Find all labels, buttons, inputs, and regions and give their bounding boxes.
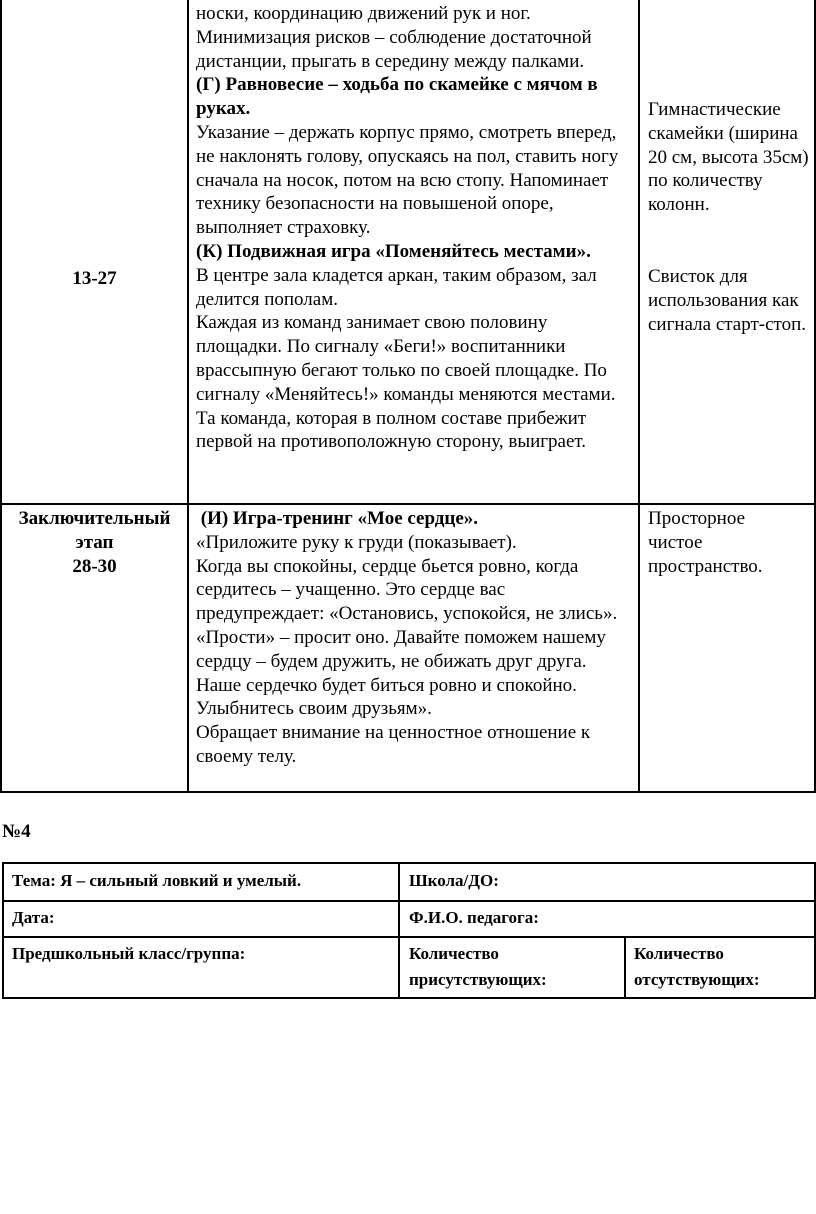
content-paragraph: Указание – держать корпус прямо, смотреть вперед, не наклонять голову, опускаясь на пол, ставить ногу сначала на носок, потом на всю стопу. Напоминает технику безопасности на повышеной опоре, выполняет страховку. <box>196 121 619 239</box>
table-border-left <box>0 0 2 793</box>
info-border-row1 <box>2 900 816 902</box>
content-paragraph: Минимизация рисков – соблюдение достаточной дистанции, прыгать в середину между палками. <box>196 26 592 72</box>
content-paragraph: Когда вы спокойны, сердце бьется ровно, когда сердитесь – учащенно. Это сердце вас предупреждает: «Остановись, успокойся, не злись». «Прости» – просит оно. Давайте поможем нашему сердцу – будем дружить, не обижать друг друга. Наше сердечко будет биться ровно и спокойно. Улыбнитесь своим друзьям». <box>196 555 618 720</box>
table-row-divider <box>0 503 816 505</box>
stage-range: 28-30 <box>72 555 117 577</box>
present-count-field: Количество присутствующих: <box>409 944 547 989</box>
teacher-field: Ф.И.О. педагога: <box>409 908 539 927</box>
content-cell-main <box>196 2 634 454</box>
info-border-row2 <box>2 936 816 938</box>
equipment-cell-main <box>648 98 812 336</box>
exercise-heading-balance: (Г) Равновесие – ходьба по скамейке с мячом в руках. <box>196 74 598 120</box>
content-cell-final <box>196 507 634 769</box>
table-border-col1 <box>187 0 189 793</box>
equipment-whistle: Свисток для использования как сигнала старт-стоп. <box>648 265 807 335</box>
table-border-col2 <box>638 0 640 793</box>
exercise-heading-training: (И) Игра-тренинг «Мое сердце». <box>196 508 479 529</box>
stage-cell-final <box>2 507 187 578</box>
content-paragraph: Каждая из команд занимает свою половину площадки. По сигналу «Беги!» воспитанники врассыпную бегают только по своей площадке. По сигналу «Меняйтесь!» команды меняются местами. Та команда, которая в полном составе прибежит первой на противоположную сторону, выиграет. <box>196 312 616 453</box>
content-paragraph: носки, координацию движений рук и ног. <box>196 3 531 24</box>
table-border-bottom <box>0 791 816 793</box>
equipment-cell-final <box>648 507 798 578</box>
equipment-space: Просторное чистое пространство. <box>648 508 763 577</box>
equipment-benches: Гимнастические скамейки (ширина 20 см, высота 35см) по количеству колонн. <box>648 99 809 216</box>
info-border-bottom <box>2 997 816 999</box>
content-paragraph: «Приложите руку к груди (показывает). <box>196 531 517 553</box>
school-field: Школа/ДО: <box>409 871 499 890</box>
info-border-top <box>2 862 816 864</box>
section-number: №4 <box>2 821 31 842</box>
content-paragraph: Обращает внимание на ценностное отношение к своему телу. <box>196 722 591 767</box>
class-group-field: Предшкольный класс/группа: <box>12 944 246 963</box>
info-border-left <box>2 862 4 999</box>
stage-range: 13-27 <box>72 268 117 289</box>
topic-field: Тема: Я – сильный ловкий и умелый. <box>12 871 302 890</box>
stage-cell-main <box>2 267 187 291</box>
absent-count-field: Количество отсутствующих: <box>634 944 760 989</box>
content-paragraph: В центре зала кладется аркан, таким образом, зал делится пополам. <box>196 264 597 310</box>
date-field: Дата: <box>12 908 55 927</box>
info-border-mid <box>398 862 400 999</box>
exercise-heading-game: (К) Подвижная игра «Поменяйтесь местами». <box>196 240 591 262</box>
stage-name: Заключительный этап <box>18 508 171 553</box>
info-border-sub <box>624 936 626 999</box>
